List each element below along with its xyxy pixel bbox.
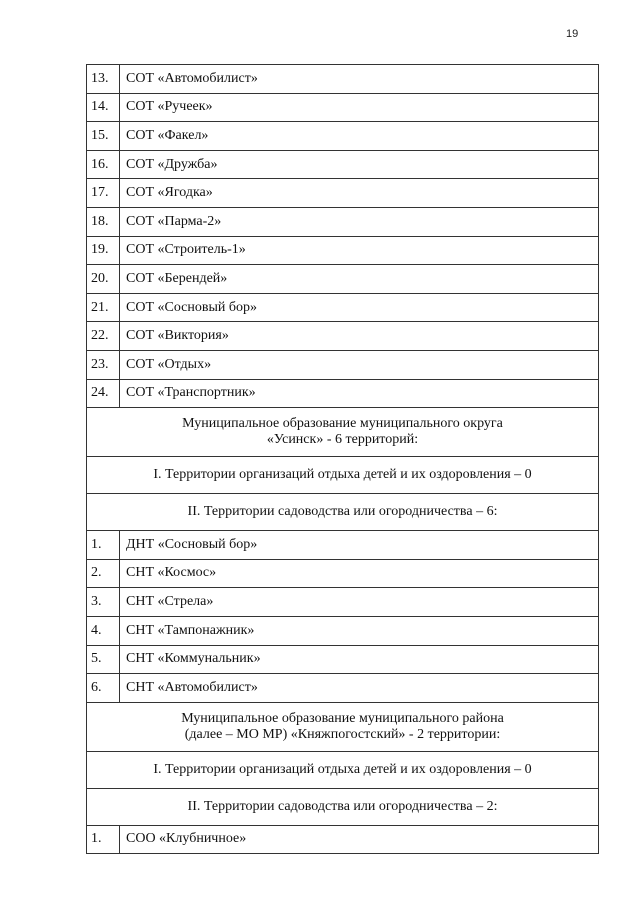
row-number: 22. xyxy=(87,322,120,351)
row-number: 4. xyxy=(87,616,120,645)
row-organization-name: СОТ «Виктория» xyxy=(120,322,599,351)
section-row xyxy=(87,702,599,751)
row-organization-name: СОТ «Ягодка» xyxy=(120,179,599,208)
section-row xyxy=(87,751,599,788)
table-row xyxy=(87,236,599,265)
table-row xyxy=(87,322,599,351)
table-row xyxy=(87,531,599,560)
row-number: 2. xyxy=(87,559,120,588)
section-row xyxy=(87,457,599,494)
section-row xyxy=(87,408,599,457)
row-organization-name: СОТ «Автомобилист» xyxy=(120,65,599,94)
row-number: 24. xyxy=(87,379,120,408)
row-organization-name: СОТ «Дружба» xyxy=(120,150,599,179)
row-organization-name: СОТ «Отдых» xyxy=(120,350,599,379)
table-row xyxy=(87,93,599,122)
section-heading: I. Территории организаций отдыха детей и их оздоровления – 0 xyxy=(87,457,599,494)
row-number: 19. xyxy=(87,236,120,265)
row-number: 20. xyxy=(87,265,120,294)
row-number: 23. xyxy=(87,350,120,379)
table-row xyxy=(87,645,599,674)
section-row xyxy=(87,788,599,825)
row-number: 1. xyxy=(87,825,120,854)
row-organization-name: СНТ «Стрела» xyxy=(120,588,599,617)
territories-table xyxy=(86,64,599,854)
row-organization-name: СОТ «Строитель-1» xyxy=(120,236,599,265)
row-number: 17. xyxy=(87,179,120,208)
table-row xyxy=(87,179,599,208)
section-row xyxy=(87,494,599,531)
table-row xyxy=(87,65,599,94)
table-row xyxy=(87,379,599,408)
table-row xyxy=(87,265,599,294)
page-number: 19 xyxy=(566,28,579,40)
row-number: 13. xyxy=(87,65,120,94)
table-row xyxy=(87,150,599,179)
row-organization-name: СОО «Клубничное» xyxy=(120,825,599,854)
row-organization-name: СОТ «Сосновый бор» xyxy=(120,293,599,322)
row-number: 1. xyxy=(87,531,120,560)
row-number: 3. xyxy=(87,588,120,617)
table-row xyxy=(87,293,599,322)
table-row xyxy=(87,674,599,703)
table-row xyxy=(87,559,599,588)
row-organization-name: СНТ «Тампонажник» xyxy=(120,616,599,645)
section-heading: II. Территории садоводства или огородничества – 2: xyxy=(87,788,599,825)
row-organization-name: СОТ «Факел» xyxy=(120,122,599,151)
table-row xyxy=(87,207,599,236)
row-organization-name: СНТ «Коммунальник» xyxy=(120,645,599,674)
section-heading: II. Территории садоводства или огородничества – 6: xyxy=(87,494,599,531)
row-organization-name: СНТ «Космос» xyxy=(120,559,599,588)
row-number: 16. xyxy=(87,150,120,179)
row-number: 6. xyxy=(87,674,120,703)
table-body xyxy=(87,65,599,854)
section-heading: Муниципальное образование муниципального округа «Усинск» - 6 территорий: xyxy=(87,408,599,457)
row-number: 21. xyxy=(87,293,120,322)
row-organization-name: СОТ «Транспортник» xyxy=(120,379,599,408)
row-organization-name: СОТ «Берендей» xyxy=(120,265,599,294)
row-number: 15. xyxy=(87,122,120,151)
row-number: 5. xyxy=(87,645,120,674)
row-organization-name: СНТ «Автомобилист» xyxy=(120,674,599,703)
table-row xyxy=(87,588,599,617)
row-number: 18. xyxy=(87,207,120,236)
table-row xyxy=(87,616,599,645)
table-row xyxy=(87,825,599,854)
row-number: 14. xyxy=(87,93,120,122)
section-heading: Муниципальное образование муниципального района (далее – МО МР) «Княжпогостский» - 2 территории: xyxy=(87,702,599,751)
row-organization-name: СОТ «Ручеек» xyxy=(120,93,599,122)
table-row xyxy=(87,122,599,151)
section-heading: I. Территории организаций отдыха детей и их оздоровления – 0 xyxy=(87,751,599,788)
row-organization-name: ДНТ «Сосновый бор» xyxy=(120,531,599,560)
table-row xyxy=(87,350,599,379)
row-organization-name: СОТ «Парма-2» xyxy=(120,207,599,236)
